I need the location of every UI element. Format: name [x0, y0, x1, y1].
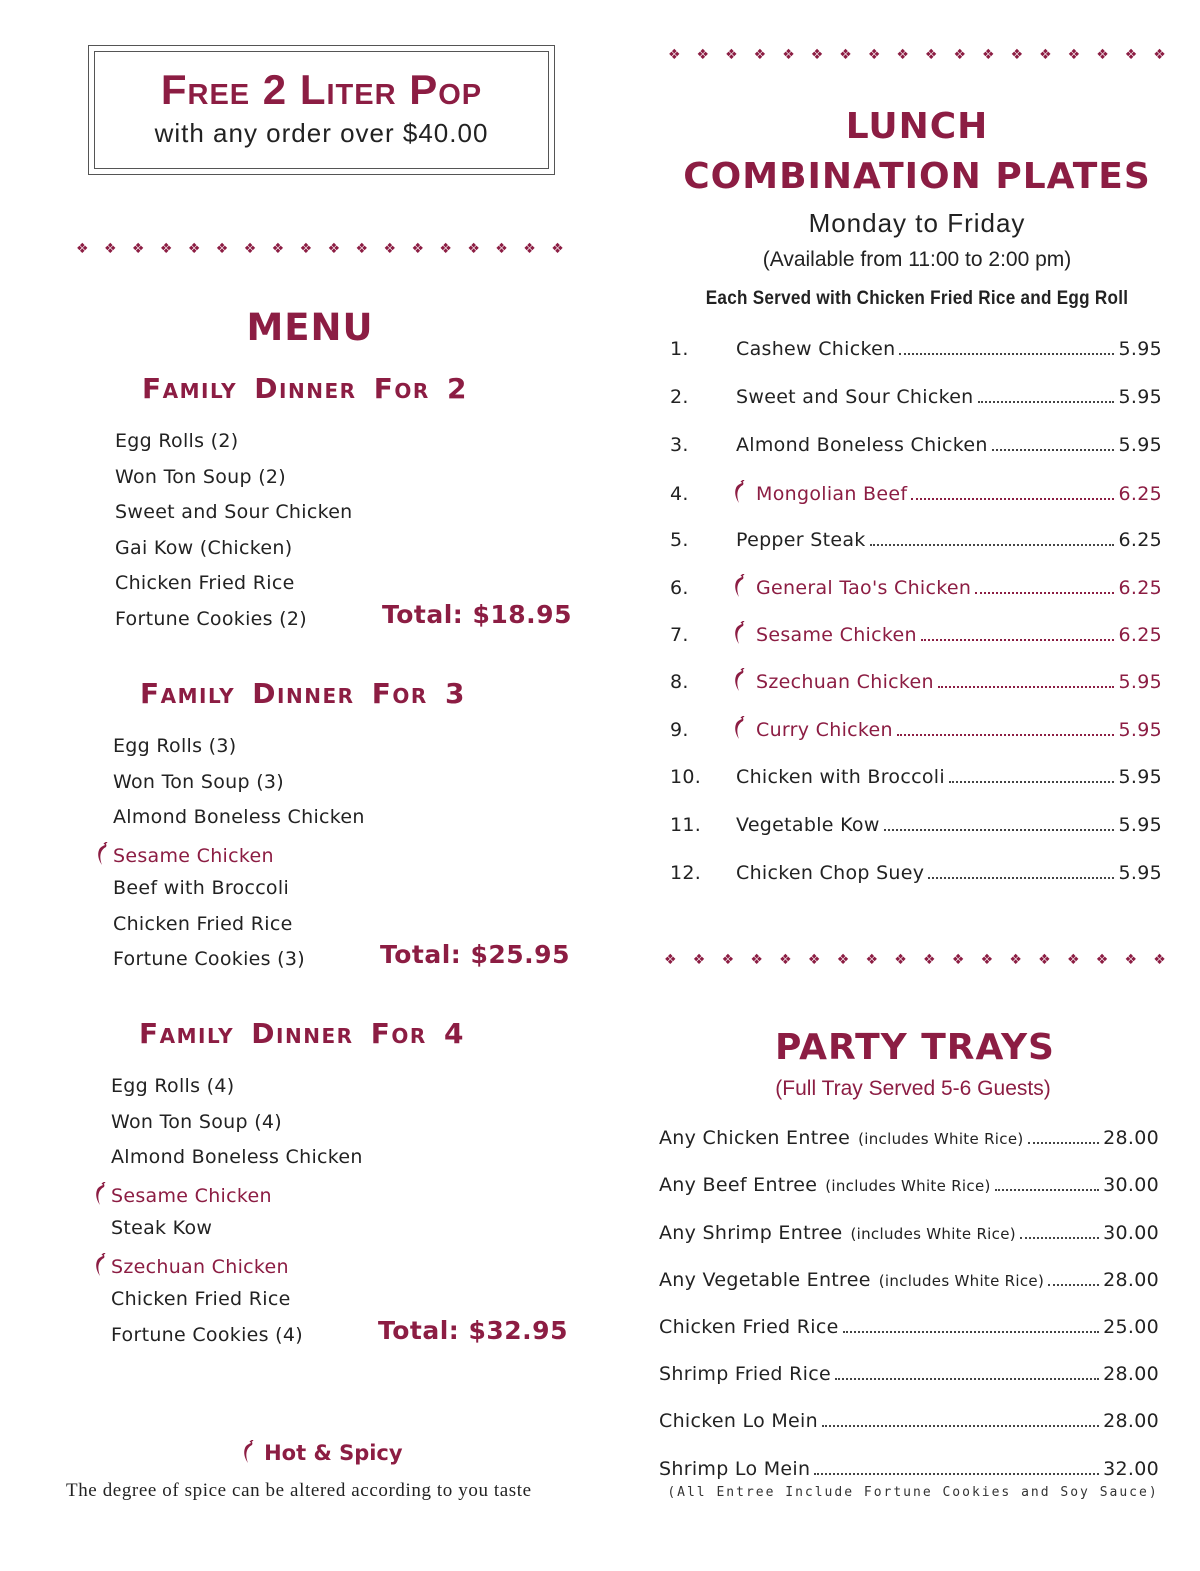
diamond-ornament: ❖: [271, 241, 285, 257]
lunch-item-spice-slot: [734, 668, 756, 693]
party-tray-name: Any Chicken Entree: [659, 1127, 851, 1149]
lunch-item-price: 5.95: [1118, 338, 1162, 360]
family-dinner-item: [113, 735, 236, 757]
diamond-ornament: ❖: [327, 241, 341, 257]
dot-leader: [928, 877, 1114, 879]
family-dinner-item: [113, 948, 305, 970]
family-dinner-item: [111, 1075, 234, 1097]
party-tray-item: [659, 1410, 1159, 1432]
lunch-item-name: Mongolian Beef: [756, 483, 908, 505]
party-tray-price: 25.00: [1103, 1316, 1159, 1338]
lunch-item-spice-slot: [734, 621, 756, 646]
diamond-ornament: ❖: [76, 241, 89, 257]
diamond-ornament: ❖: [1067, 47, 1081, 63]
lunch-item-name: Chicken Chop Suey: [736, 862, 925, 884]
diamond-ornament: ❖: [187, 241, 201, 257]
lunch-item-number: 7.: [670, 624, 689, 646]
promo-title: Free 2 Liter Pop: [160, 66, 483, 113]
diamond-ornament: ❖: [725, 47, 738, 63]
party-tray-price: 28.00: [1103, 1269, 1159, 1291]
family-dinner-item: [113, 806, 365, 828]
family-dinner-item: [115, 466, 286, 488]
diamond-ornament: ❖: [692, 952, 706, 968]
dot-leader: [897, 734, 1115, 736]
family-dinner-item-name: Steak Kow: [111, 1217, 213, 1239]
diamond-ornament: ❖: [836, 952, 850, 968]
party-tray-price: 30.00: [1103, 1174, 1159, 1196]
diamond-ornament: ❖: [1153, 952, 1166, 968]
family-dinner-item-name: Fortune Cookies (3): [113, 948, 305, 970]
spice-note: The degree of spice can be altered according to you taste: [66, 1480, 532, 1501]
diamond-ornament: ❖: [779, 952, 792, 968]
party-tray-price: 30.00: [1103, 1222, 1159, 1244]
diamond-ornament: ❖: [495, 241, 508, 257]
dot-leader: [899, 353, 1114, 355]
diamond-ornament: ❖: [894, 952, 907, 968]
lunch-days: Monday to Friday: [808, 208, 1026, 238]
family-dinner-item: [95, 1253, 289, 1278]
family-dinner-item: [113, 877, 289, 899]
party-tray-name: Any Beef Entree: [659, 1174, 818, 1196]
lunch-item-spice-slot: [734, 480, 756, 505]
family-dinner-item-name: Egg Rolls (2): [115, 430, 239, 452]
diamond-ornament: ❖: [215, 241, 229, 257]
promo-inner-border: [94, 51, 549, 169]
lunch-hours: (Available from 11:00 to 2:00 pm): [762, 248, 1072, 271]
dot-leader: [921, 639, 1115, 641]
lunch-item-price: 6.25: [1118, 529, 1162, 551]
party-tray-item: [659, 1269, 1159, 1291]
dot-leader: [814, 1473, 1099, 1475]
party-tray-name: Shrimp Lo Mein: [659, 1458, 811, 1480]
lunch-item: [670, 338, 1162, 360]
family-dinner-item: [97, 842, 274, 867]
diamond-ornament: ❖: [750, 952, 763, 968]
diamond-ornament: ❖: [951, 952, 965, 968]
diamond-ornament: ❖: [439, 241, 452, 257]
diamond-ornament: ❖: [551, 241, 564, 257]
party-tray-price: 28.00: [1103, 1410, 1159, 1432]
hot-spicy-legend: [243, 1440, 403, 1465]
diamond-ornament: ❖: [1124, 47, 1138, 63]
lunch-item-number: 10.: [670, 766, 702, 788]
family-dinner-item: [111, 1111, 282, 1133]
lunch-item: [670, 766, 1162, 788]
lunch-item-name: Szechuan Chicken: [756, 671, 934, 693]
family-dinner-item: [111, 1217, 212, 1239]
diamond-ornament: ❖: [696, 47, 710, 63]
party-tray-item: [659, 1316, 1159, 1338]
family-dinner-item: [113, 771, 284, 793]
dot-leader: [978, 401, 1115, 403]
diamond-ornament: ❖: [243, 241, 257, 257]
dot-leader: [835, 1378, 1099, 1380]
dot-leader: [1048, 1284, 1099, 1286]
family-dinner-item: [111, 1146, 363, 1168]
dot-leader: [938, 686, 1115, 688]
dot-leader: [992, 449, 1115, 451]
diamond-ornament: ❖: [467, 241, 480, 257]
family-dinner-2-title: Family Dinner For 2: [142, 372, 469, 405]
diamond-ornament: ❖: [103, 241, 117, 257]
lunch-item-number: 9.: [670, 719, 689, 741]
party-tray-item: [659, 1458, 1159, 1480]
lunch-item-number: 8.: [670, 671, 689, 693]
family-dinner-item-name: Fortune Cookies (4): [111, 1323, 303, 1346]
dot-leader: [884, 829, 1115, 831]
family-dinner-item-name: Sesame Chicken: [113, 844, 274, 867]
party-tray-item: [659, 1127, 1159, 1149]
lunch-item: [670, 529, 1162, 551]
lunch-item-number: 4.: [670, 483, 689, 505]
dot-leader: [975, 592, 1114, 594]
party-tray-item: [659, 1174, 1159, 1196]
family-dinner-item-name: Almond Boneless Chicken: [113, 806, 365, 828]
diamond-ornament: ❖: [807, 952, 821, 968]
diamond-ornament: ❖: [668, 47, 681, 63]
lunch-item-number: 2.: [670, 386, 689, 408]
family-dinner-item-name: Chicken Fried Rice: [115, 572, 295, 594]
diamond-ornament: ❖: [1038, 952, 1051, 968]
chili-pepper-icon: [734, 716, 746, 740]
lunch-item-price: 5.95: [1118, 671, 1162, 693]
party-tray-name: Any Vegetable Entree: [659, 1269, 871, 1291]
family-dinner-item: [111, 1288, 291, 1310]
chili-pepper-icon: [734, 480, 746, 504]
diamond-ornament: ❖: [865, 952, 879, 968]
diamond-ornament: ❖: [839, 47, 852, 63]
lunch-title-line1: LUNCH: [845, 106, 989, 147]
family-dinner-item: [115, 608, 307, 630]
family-dinner-item-name: Won Ton Soup (3): [113, 770, 285, 793]
diamond-ornament: ❖: [411, 241, 424, 257]
diamond-ornament: ❖: [721, 952, 735, 968]
family-dinner-4-total: Total: $32.95: [378, 1316, 568, 1345]
diamond-ornament: ❖: [355, 241, 369, 257]
lunch-item-price: 5.95: [1118, 719, 1162, 741]
lunch-item-spice-slot: [734, 716, 756, 741]
party-tray-item: [659, 1363, 1159, 1385]
dot-leader: [995, 1189, 1099, 1191]
lunch-item-number: 5.: [670, 529, 689, 551]
party-tray-note: (includes White Rice): [858, 1130, 1024, 1148]
family-dinner-item: [95, 1182, 272, 1207]
chili-pepper-icon: [97, 842, 109, 866]
lunch-item: [670, 386, 1162, 408]
diamond-ornament: ❖: [1124, 952, 1138, 968]
family-dinner-item-name: Egg Rolls (4): [111, 1075, 235, 1097]
diamond-ornament: ❖: [1039, 47, 1052, 63]
lunch-item-spice-slot: [734, 574, 756, 599]
party-tray-name: Any Shrimp Entree: [659, 1222, 843, 1244]
party-tray-note: (includes White Rice): [850, 1225, 1016, 1243]
family-dinner-item: [115, 572, 295, 594]
family-dinner-item-name: Almond Boneless Chicken: [111, 1146, 363, 1168]
family-dinner-item: [111, 1324, 303, 1346]
diamond-ornament: ❖: [131, 241, 145, 257]
party-tray-name: Shrimp Fried Rice: [659, 1363, 831, 1385]
family-dinner-3-total: Total: $25.95: [380, 940, 570, 969]
lunch-item-number: 12.: [670, 862, 702, 884]
family-dinner-item: [115, 430, 238, 452]
family-dinner-item: [115, 501, 353, 523]
party-tray-note: (includes White Rice): [878, 1272, 1045, 1290]
dot-leader: [870, 544, 1115, 546]
party-tray-price: 28.00: [1103, 1127, 1159, 1149]
diamond-ornament: ❖: [810, 47, 824, 63]
lunch-item: [670, 862, 1162, 884]
diamond-divider-right-top: [668, 48, 1166, 62]
diamond-ornament: ❖: [1096, 47, 1109, 63]
party-trays-subtitle: (Full Tray Served 5-6 Guests): [775, 1077, 1051, 1100]
lunch-item-name: Sweet and Sour Chicken: [736, 386, 974, 408]
family-dinner-2-total: Total: $18.95: [382, 600, 572, 629]
lunch-item-price: 6.25: [1118, 483, 1162, 505]
lunch-item-number: 3.: [670, 434, 689, 456]
family-dinner-4-title: Family Dinner For 4: [139, 1017, 466, 1050]
dot-leader: [1028, 1142, 1100, 1144]
party-footnote: (All Entree Include Fortune Cookies and Soy Sauce): [667, 1485, 1159, 1500]
family-dinner-item: [115, 537, 292, 559]
diamond-ornament: ❖: [1009, 952, 1022, 968]
lunch-item: [670, 480, 1162, 505]
dot-leader: [843, 1331, 1100, 1333]
diamond-ornament: ❖: [159, 241, 173, 257]
lunch-item-name: Pepper Steak: [736, 529, 866, 551]
lunch-item: [670, 716, 1162, 741]
chili-pepper-icon: [95, 1253, 107, 1277]
family-dinner-item-name: Sweet and Sour Chicken: [115, 501, 353, 523]
diamond-ornament: ❖: [523, 241, 536, 257]
diamond-ornament: ❖: [299, 241, 313, 257]
lunch-served-with: Each Served with Chicken Fried Rice and Egg Roll: [705, 288, 1129, 309]
party-tray-note: (includes White Rice): [825, 1177, 991, 1195]
party-tray-price: 28.00: [1103, 1363, 1159, 1385]
chili-pepper-icon: [734, 621, 746, 645]
diamond-ornament: ❖: [953, 47, 967, 63]
chili-pepper-icon: [734, 574, 746, 598]
dot-leader: [822, 1425, 1099, 1427]
lunch-item-price: 5.95: [1118, 434, 1162, 456]
menu-title: MENU: [246, 306, 374, 349]
diamond-ornament: ❖: [867, 47, 881, 63]
lunch-item: [670, 668, 1162, 693]
lunch-item-price: 6.25: [1118, 624, 1162, 646]
lunch-item-price: 5.95: [1118, 386, 1162, 408]
chili-pepper-icon: [734, 668, 746, 692]
lunch-item-price: 5.95: [1118, 766, 1162, 788]
diamond-ornament: ❖: [383, 241, 397, 257]
lunch-item-name: Sesame Chicken: [756, 624, 917, 646]
diamond-ornament: ❖: [924, 47, 938, 63]
lunch-item-price: 5.95: [1118, 814, 1162, 836]
family-dinner-item-name: Sesame Chicken: [111, 1184, 272, 1207]
lunch-item: [670, 621, 1162, 646]
party-tray-name: Chicken Fried Rice: [659, 1316, 839, 1338]
lunch-item-name: Almond Boneless Chicken: [736, 434, 988, 456]
lunch-item-price: 6.25: [1118, 577, 1162, 599]
promo-subtitle: with any order over $40.00: [154, 118, 489, 148]
party-trays-title: PARTY TRAYS: [775, 1027, 1055, 1068]
dot-leader: [911, 498, 1114, 500]
family-dinner-item-name: Won Ton Soup (2): [115, 465, 287, 488]
family-dinner-item-name: Chicken Fried Rice: [111, 1288, 291, 1310]
family-dinner-item-name: Chicken Fried Rice: [113, 912, 293, 935]
diamond-divider-left: [76, 242, 564, 256]
chili-pepper-icon: [243, 1440, 255, 1464]
lunch-item-number: 1.: [670, 338, 689, 360]
chili-pepper-icon: [95, 1182, 107, 1206]
diamond-ornament: ❖: [1153, 47, 1166, 63]
diamond-divider-right-bottom: [664, 953, 1166, 967]
family-dinner-item-name: Beef with Broccoli: [113, 877, 290, 899]
family-dinner-item-name: Won Ton Soup (4): [111, 1110, 283, 1133]
party-tray-name: Chicken Lo Mein: [659, 1410, 818, 1432]
diamond-ornament: ❖: [1066, 952, 1080, 968]
family-dinner-item-name: Szechuan Chicken: [111, 1255, 289, 1278]
hot-spicy-label: Hot & Spicy: [264, 1441, 403, 1465]
lunch-title-line2: COMBINATION PLATES: [683, 156, 1151, 197]
dot-leader: [1020, 1237, 1099, 1239]
lunch-item: [670, 434, 1162, 456]
diamond-ornament: ❖: [753, 47, 767, 63]
party-tray-price: 32.00: [1103, 1458, 1159, 1480]
diamond-ornament: ❖: [982, 47, 995, 63]
party-tray-item: [659, 1222, 1159, 1244]
diamond-ornament: ❖: [923, 952, 936, 968]
lunch-item-number: 11.: [670, 814, 702, 836]
lunch-item-name: Chicken with Broccoli: [736, 766, 945, 788]
family-dinner-3-title: Family Dinner For 3: [140, 677, 467, 710]
lunch-item-name: Vegetable Kow: [736, 814, 880, 836]
diamond-ornament: ❖: [896, 47, 909, 63]
lunch-item: [670, 814, 1162, 836]
family-dinner-item-name: Egg Rolls (3): [113, 735, 237, 757]
lunch-item-name: Cashew Chicken: [736, 338, 896, 360]
family-dinner-item-name: Fortune Cookies (2): [115, 607, 307, 630]
family-dinner-item: [113, 913, 293, 935]
family-dinner-item-name: Gai Kow (Chicken): [115, 536, 293, 559]
lunch-item-price: 5.95: [1118, 862, 1162, 884]
diamond-ornament: ❖: [782, 47, 795, 63]
diamond-ornament: ❖: [1010, 47, 1024, 63]
lunch-item-name: Curry Chicken: [756, 719, 893, 741]
diamond-ornament: ❖: [980, 952, 994, 968]
lunch-item: [670, 574, 1162, 599]
lunch-item-number: 6.: [670, 577, 689, 599]
lunch-item-name: General Tao's Chicken: [756, 577, 972, 599]
dot-leader: [949, 781, 1115, 783]
diamond-ornament: ❖: [664, 952, 677, 968]
diamond-ornament: ❖: [1095, 952, 1109, 968]
promo-box: [88, 45, 555, 175]
